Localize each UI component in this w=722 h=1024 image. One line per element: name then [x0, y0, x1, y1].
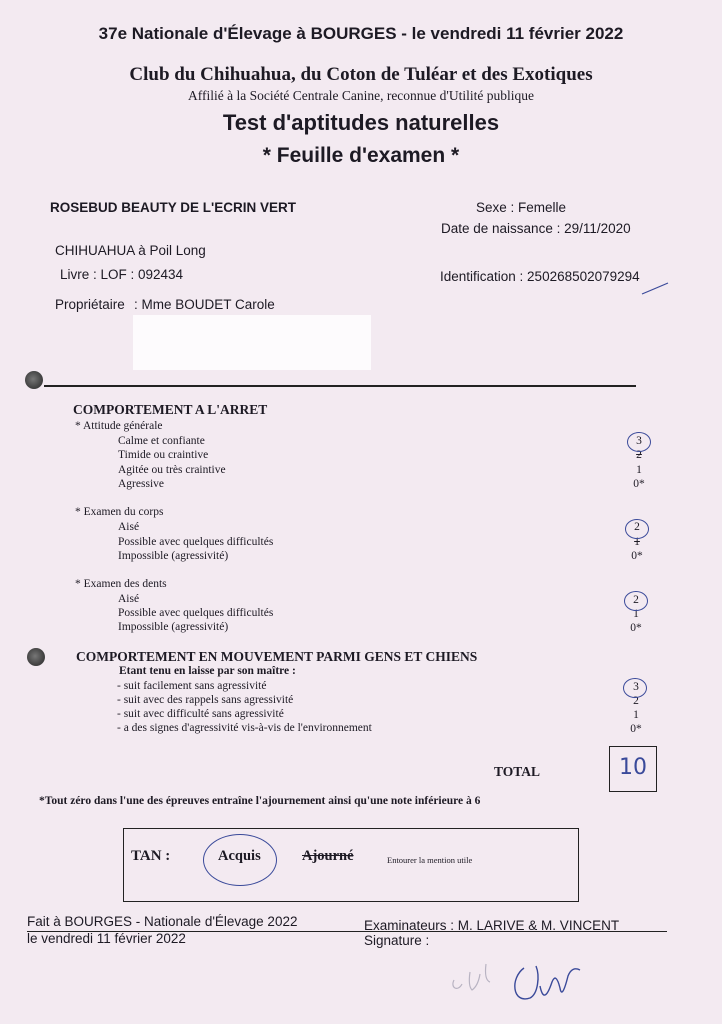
footer-place: Fait à BOURGES - Nationale d'Élevage 2022 [27, 914, 298, 929]
option-label: Possible avec quelques difficultés [118, 607, 274, 619]
option-score: 1 [633, 608, 639, 620]
option-label: Calme et confiante [118, 435, 205, 447]
option-score: 3 [636, 435, 642, 447]
option-score: 0* [631, 550, 643, 562]
divider-line [44, 385, 636, 387]
group-title-body-exam: * Examen du corps [75, 506, 164, 518]
option-label: - suit facilement sans agressivité [117, 680, 267, 692]
option-label: - suit avec difficulté sans agressivité [117, 708, 284, 720]
option-score: 2 [633, 695, 639, 707]
dog-birth-date: Date de naissance : 29/11/2020 [441, 221, 631, 236]
selected-score-circle [627, 432, 651, 452]
dog-name: ROSEBUD BEAUTY DE L'ECRIN VERT [50, 200, 296, 215]
sheet-title: * Feuille d'examen * [262, 144, 460, 167]
option-score: 1 [634, 536, 640, 548]
section-title-stationary: COMPORTEMENT A L'ARRET [73, 402, 268, 417]
selected-score-circle [624, 591, 648, 611]
option-score: 2 [633, 594, 639, 606]
option-score: 0* [633, 478, 645, 490]
option-score: 0* [630, 723, 642, 735]
signatures-handwritten [440, 936, 600, 1016]
option-label: Impossible (agressivité) [118, 550, 229, 562]
total-label: TOTAL [494, 764, 541, 779]
option-score: 1 [633, 709, 639, 721]
test-title: Test d'aptitudes naturelles [222, 110, 500, 135]
option-label: - suit avec des rappels sans agressivité [117, 694, 294, 706]
option-label: Agressive [118, 478, 164, 490]
dog-identification: Identification : 250268502079294 [440, 269, 640, 284]
event-title: 37e Nationale d'Élevage à BOURGES - le vendredi 11 février 2022 [98, 24, 624, 43]
option-label: Agitée ou très craintive [118, 464, 226, 476]
club-affiliation: Affilié à la Société Centrale Canine, reconnue d'Utilité publique [188, 88, 534, 103]
option-label: Possible avec quelques difficultés [118, 536, 274, 548]
total-box [609, 746, 657, 792]
option-score: 2 [634, 521, 640, 533]
section-subtitle: Etant tenu en laisse par son maître : [119, 665, 296, 677]
section-title-movement: COMPORTEMENT EN MOUVEMENT PARMI GENS ET CHIENS [76, 649, 478, 664]
tan-box [123, 828, 579, 902]
option-label: Timide ou craintive [118, 449, 209, 461]
dog-sex: Sexe : Femelle [476, 200, 567, 215]
group-title-teeth-exam: * Examen des dents [75, 578, 167, 590]
option-label: Aisé [118, 593, 140, 605]
zero-score-note: *Tout zéro dans l'une des épreuves entraîne l'ajournement ainsi qu'une note inférieure à 6 [39, 795, 481, 807]
selected-score-circle [625, 519, 649, 539]
dog-book: Livre : LOF : 092434 [60, 267, 184, 282]
tan-acquis: Acquis [218, 848, 261, 864]
option-score: 0* [630, 622, 642, 634]
club-name: Club du Chihuahua, du Coton de Tuléar et des Exotiques [129, 64, 593, 85]
footer-examiners: Examinateurs : M. LARIVE & M. VINCENT [364, 918, 620, 933]
option-score: 3 [633, 681, 639, 693]
punch-hole [25, 371, 43, 389]
owner-name: : Mme BOUDET Carole [134, 297, 275, 312]
option-label: - a des signes d'agressivité vis-à-vis de l'environnement [117, 722, 372, 734]
total-value: 10 [619, 755, 647, 780]
redacted-block [133, 315, 371, 370]
tan-hint: Entourer la mention utile [387, 855, 473, 865]
option-score: 1 [636, 464, 642, 476]
dog-breed: CHIHUAHUA à Poil Long [55, 243, 206, 258]
footer-signature-label: Signature : [364, 933, 430, 948]
footer-date: le vendredi 11 février 2022 [27, 931, 186, 946]
tan-label: TAN : [131, 848, 171, 864]
selected-score-circle [623, 678, 647, 698]
tan-ajourne: Ajourné [302, 848, 354, 864]
option-score: 2 [636, 449, 642, 461]
option-label: Impossible (agressivité) [118, 621, 229, 633]
option-label: Aisé [118, 521, 140, 533]
punch-hole [27, 648, 45, 666]
group-title-attitude: * Attitude générale [75, 420, 163, 432]
pen-stroke-mark [640, 280, 670, 298]
owner-label: Propriétaire [55, 297, 125, 312]
